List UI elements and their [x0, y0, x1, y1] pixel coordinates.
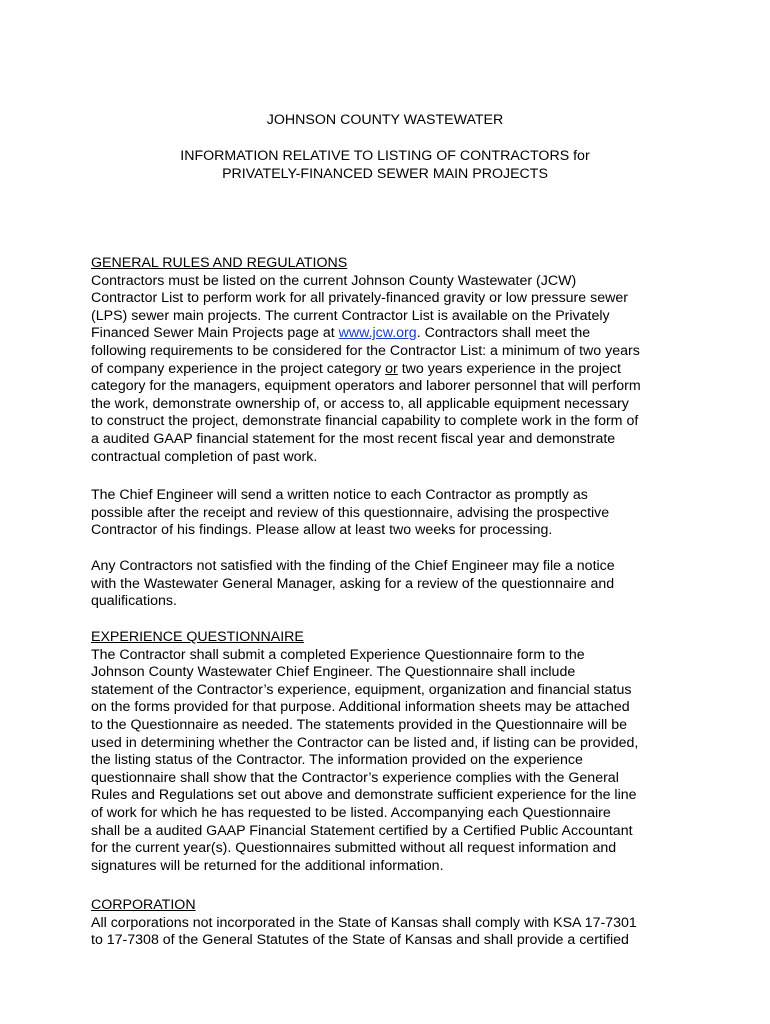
- paragraph-line: Contractors must be listed on the current Johnson County Wastewater (JCW): [91, 272, 577, 289]
- paragraph-line: to 17-7308 of the General Statutes of the State of Kansas and shall provide a certified: [91, 932, 629, 949]
- text-segment: two years experience in the project: [397, 360, 621, 377]
- doc-title-line-2: PRIVATELY-FINANCED SEWER MAIN PROJECTS: [222, 166, 548, 182]
- paragraph-line: of work for which he has requested to be listed. Accompanying each Questionnaire: [91, 804, 611, 821]
- chief-engineer-paragraph: [91, 487, 691, 540]
- paragraph-line: a audited GAAP financial statement for the most recent fiscal year and demonstrate: [91, 430, 616, 447]
- paragraph-line: signatures will be returned for the additional information.: [91, 857, 444, 874]
- corporation-section: [91, 897, 691, 950]
- experience-heading: EXPERIENCE QUESTIONNAIRE: [91, 629, 304, 645]
- paragraph-line: to the Questionnaire as needed. The statements provided in the Questionnaire will be: [91, 716, 628, 733]
- paragraph-line: Johnson County Wastewater Chief Engineer. The Questionnaire shall include: [91, 664, 576, 681]
- appeal-paragraph: [91, 558, 691, 611]
- text-segment: of company experience in the project category: [91, 360, 386, 377]
- paragraph-line: with the Wastewater General Manager, asking for a review of the questionnaire and: [91, 575, 615, 592]
- paragraph-line: possible after the receipt and review of this questionnaire, advising the prospective: [91, 504, 610, 521]
- paragraph-line: Contractor List to perform work for all privately-financed gravity or low pressure sewer: [91, 290, 628, 307]
- doc-title-line-1: INFORMATION RELATIVE TO LISTING OF CONTRACTORS for: [180, 148, 590, 164]
- jcw-website-link[interactable]: www.jcw.org: [338, 325, 417, 342]
- org-title: JOHNSON COUNTY WASTEWATER: [266, 112, 504, 128]
- paragraph-line: the work, demonstrate ownership of, or access to, all applicable equipment necessary: [91, 395, 629, 412]
- experience-section: [91, 629, 691, 875]
- paragraph-line: for the current year(s). Questionnaires submitted without all request information and: [91, 840, 617, 857]
- paragraph-line: (LPS) sewer main projects. The current Contractor List is available on the Privately: [91, 307, 610, 324]
- paragraph-line: to construct the project, demonstrate financial capability to complete work in the form of: [91, 413, 639, 430]
- paragraph-line: on the forms provided for that purpose. Additional information sheets may be attached: [91, 699, 630, 716]
- paragraph-line: the listing status of the Contractor. The information provided on the experience: [91, 752, 583, 769]
- general-rules-section: [91, 255, 691, 466]
- corporation-heading: CORPORATION: [91, 897, 196, 913]
- paragraph-line: statement of the Contractor’s experience, equipment, organization and financial status: [91, 681, 632, 698]
- paragraph-line: following requirements to be considered for the Contractor List: a minimum of two years: [91, 342, 640, 359]
- paragraph-line: Contractor of his findings. Please allow at least two weeks for processing.: [91, 522, 553, 539]
- paragraph-line: used in determining whether the Contractor can be listed and, if listing can be provided,: [91, 734, 639, 751]
- paragraph-line: Rules and Regulations set out above and demonstrate sufficient experience for the line: [91, 787, 637, 804]
- paragraph-line: [91, 361, 691, 379]
- paragraph-line: shall be a audited GAAP Financial Statement certified by a Certified Public Accountant: [91, 822, 633, 839]
- text-segment: Financed Sewer Main Projects page at: [91, 325, 339, 342]
- paragraph-line: [91, 325, 691, 343]
- paragraph-line: qualifications.: [91, 593, 177, 610]
- paragraph-line: Any Contractors not satisfied with the finding of the Chief Engineer may file a notice: [91, 558, 615, 574]
- paragraph-line: questionnaire shall show that the Contractor’s experience complies with the General: [91, 769, 619, 786]
- paragraph-line: The Contractor shall submit a completed Experience Questionnaire form to the: [91, 646, 585, 663]
- underlined-or: or: [385, 360, 398, 377]
- paragraph-line: The Chief Engineer will send a written notice to each Contractor as promptly as: [91, 487, 588, 503]
- paragraph-line: category for the managers, equipment operators and laborer personnel that will perform: [91, 378, 641, 395]
- text-segment: . Contractors shall meet the: [416, 325, 591, 342]
- paragraph-line: contractual completion of past work.: [91, 448, 318, 465]
- paragraph-line: All corporations not incorporated in the State of Kansas shall comply with KSA 17-7301: [91, 914, 637, 931]
- general-rules-heading: GENERAL RULES AND REGULATIONS: [91, 255, 348, 271]
